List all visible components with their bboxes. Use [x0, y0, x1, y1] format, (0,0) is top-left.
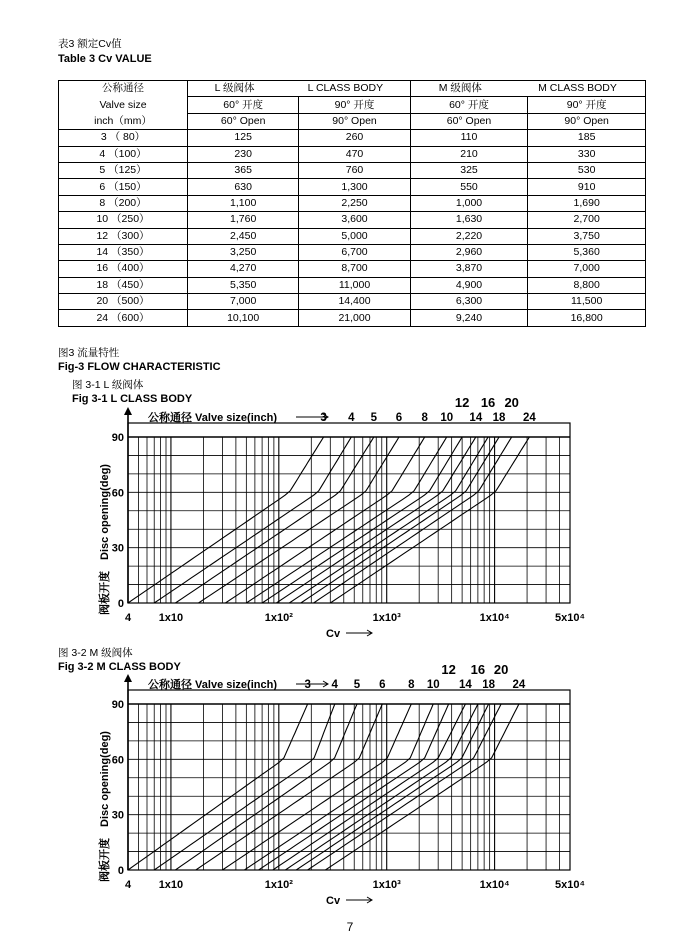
table-cell-l90: 760	[299, 162, 410, 178]
header-size-cn: 公称通径	[59, 81, 188, 97]
y-axis-label-cn: 阀板开度	[99, 571, 111, 615]
header-l-body-en: L CLASS BODY	[307, 82, 384, 95]
table-header-row	[59, 81, 646, 97]
chart-grid	[128, 704, 570, 870]
header-m60-en: 60° Open	[410, 113, 528, 129]
series-label-6: 6	[379, 679, 386, 691]
cv-value-table	[58, 80, 646, 327]
table-cell-m60: 110	[410, 130, 528, 146]
y-tick-label: 30	[111, 809, 124, 822]
y-tick-label: 60	[111, 487, 124, 500]
header-l60-en: 60° Open	[188, 113, 299, 129]
series-label-12: 12	[454, 395, 470, 410]
table-row	[59, 228, 646, 244]
table-cell-m90: 3,750	[528, 228, 646, 244]
header-m90-cn: 90° 开度	[528, 97, 646, 113]
header-m90-en: 90° Open	[528, 113, 646, 129]
table-row	[59, 146, 646, 162]
table-cell-l60: 3,250	[188, 244, 299, 260]
x-tick-label: 4	[124, 879, 132, 891]
table-caption-en: Table 3 Cv VALUE	[58, 53, 152, 65]
series-line-3	[128, 437, 324, 603]
table-row	[59, 261, 646, 277]
y-axis-label-cn: 阀板开度	[99, 838, 111, 882]
valve-size-label: 公称通径 Valve size(inch)	[148, 679, 277, 691]
series-label-10: 10	[440, 412, 454, 424]
table-cell-m60: 4,900	[410, 277, 528, 293]
table-cell-m60: 9,240	[410, 310, 528, 326]
x-tick-label: 1x10	[158, 612, 184, 624]
table-cell-m90: 2,700	[528, 212, 646, 228]
table-cell-size: 4 （100）	[59, 146, 188, 162]
x-tick-label: 5x10⁴	[555, 879, 585, 891]
table-cell-m60: 325	[410, 162, 528, 178]
series-label-20: 20	[504, 395, 519, 410]
series-label-10: 10	[426, 679, 440, 691]
table-cell-m90: 530	[528, 162, 646, 178]
table-caption-cn: 表3 额定Cv值	[58, 38, 122, 50]
y-axis-label: Disc opening(deg)	[99, 731, 111, 827]
series-label-20: 20	[493, 662, 509, 677]
header-size-en: Valve size	[59, 97, 188, 113]
table-cell-m60: 1,000	[410, 195, 528, 211]
table-cell-size: 12 （300）	[59, 228, 188, 244]
series-label-16: 16	[470, 662, 486, 677]
table-cell-size: 20 （500）	[59, 294, 188, 310]
series-line-24	[330, 437, 529, 603]
table-cell-l60: 365	[188, 162, 299, 178]
table-row	[59, 179, 646, 195]
table-cell-l60: 1,760	[188, 212, 299, 228]
table-cell-m90: 7,000	[528, 261, 646, 277]
table-cell-m90: 185	[528, 130, 646, 146]
x-axis-arrow-icon	[346, 630, 372, 636]
fig-caption-en: Fig-3 FLOW CHARACTERISTIC	[58, 361, 221, 373]
x-tick-label: 1x10⁴	[479, 879, 510, 891]
header-m-body-cn: M 级阀体	[438, 82, 482, 95]
y-tick-label: 0	[117, 598, 124, 610]
series-line-10	[244, 704, 433, 870]
table-cell-size: 6 （150）	[59, 179, 188, 195]
table-cell-m60: 2,220	[410, 228, 528, 244]
y-tick-label: 30	[111, 542, 124, 555]
series-label-14: 14	[458, 679, 472, 691]
table-cell-l90: 3,600	[299, 212, 410, 228]
valve-size-label: 公称通径 Valve size(inch)	[148, 412, 277, 424]
x-tick-label: 1x10²	[264, 612, 293, 624]
header-l-body	[188, 81, 411, 97]
series-line-4	[154, 437, 351, 603]
series-line-20	[308, 704, 502, 870]
header-m-body-en: M CLASS BODY	[538, 82, 617, 95]
table-cell-size: 8 （200）	[59, 195, 188, 211]
series-label-24: 24	[512, 679, 526, 691]
table-cell-m90: 8,800	[528, 277, 646, 293]
x-tick-label: 1x10²	[264, 879, 293, 891]
table-cell-l90: 260	[299, 130, 410, 146]
series-label-18: 18	[482, 679, 495, 691]
table-row	[59, 195, 646, 211]
table-cell-l90: 2,250	[299, 195, 410, 211]
y-tick-label: 0	[117, 865, 124, 877]
table-cell-m90: 330	[528, 146, 646, 162]
x-tick-label: 5x10⁴	[555, 612, 585, 624]
table-cell-size: 14 （350）	[59, 244, 188, 260]
table-cell-m60: 550	[410, 179, 528, 195]
table-cell-size: 18 （450）	[59, 277, 188, 293]
header-l60-cn: 60° 开度	[188, 97, 299, 113]
series-line-16	[289, 437, 488, 603]
table-cell-size: 24 （600）	[59, 310, 188, 326]
series-label-5: 5	[370, 412, 378, 424]
table-cell-size: 3 （ 80）	[59, 130, 188, 146]
table-body	[59, 130, 646, 327]
series-line-5	[175, 704, 357, 870]
table-cell-l60: 2,450	[188, 228, 299, 244]
table-cell-m60: 2,960	[410, 244, 528, 260]
series-label-16: 16	[480, 395, 496, 410]
table-cell-m90: 910	[528, 179, 646, 195]
table-cell-l60: 10,100	[188, 310, 299, 326]
table-row	[59, 212, 646, 228]
table-cell-l60: 230	[188, 146, 299, 162]
table-row	[59, 244, 646, 260]
x-axis-arrow-icon	[346, 897, 372, 903]
table-cell-l60: 5,350	[188, 277, 299, 293]
table-cell-m60: 6,300	[410, 294, 528, 310]
plot-frame	[128, 690, 570, 870]
x-tick-label: 1x10³	[372, 879, 401, 891]
series-label-5: 5	[353, 679, 361, 691]
y-axis-arrow-icon	[124, 407, 132, 415]
table-cell-l90: 470	[299, 146, 410, 162]
header-m60-cn: 60° 开度	[410, 97, 528, 113]
table-cell-l90: 14,400	[299, 294, 410, 310]
header-m-body	[410, 81, 645, 97]
series-label-18: 18	[492, 412, 506, 424]
table-cell-m90: 16,800	[528, 310, 646, 326]
x-tick-label: 4	[124, 612, 132, 624]
table-cell-l90: 8,700	[299, 261, 410, 277]
series-label-4: 4	[331, 679, 338, 691]
x-tick-label: 1x10	[158, 879, 184, 891]
table-cell-l90: 11,000	[299, 277, 410, 293]
table-cell-size: 10 （250）	[59, 212, 188, 228]
table-row	[59, 294, 646, 310]
table-cell-m60: 210	[410, 146, 528, 162]
table-cell-l90: 1,300	[299, 179, 410, 195]
valve-size-arrow-icon	[296, 681, 328, 687]
fig2-caption-en: Fig 3-2 M CLASS BODY	[58, 661, 181, 673]
table-row	[59, 310, 646, 326]
series-label-12: 12	[441, 662, 456, 677]
y-tick-label: 90	[111, 432, 124, 444]
table-cell-size: 16 （400）	[59, 261, 188, 277]
table-header-row	[59, 113, 646, 129]
fig1-caption-cn: 图 3-1 L 级阀体	[72, 379, 144, 391]
table-cell-l60: 125	[188, 130, 299, 146]
y-axis-arrow-icon	[124, 674, 132, 682]
series-label-8: 8	[421, 412, 428, 424]
table-header-row	[59, 97, 646, 113]
table-row	[59, 130, 646, 146]
x-axis-label: Cv	[326, 628, 341, 640]
table-cell-m90: 1,690	[528, 195, 646, 211]
y-tick-label: 90	[111, 699, 124, 711]
table-row	[59, 162, 646, 178]
series-label-6: 6	[395, 412, 403, 424]
fig2-caption-cn: 图 3-2 M 级阀体	[58, 647, 133, 659]
y-axis-label: Disc opening(deg)	[99, 464, 111, 560]
y-tick-label: 60	[111, 754, 124, 767]
fig1-caption-en: Fig 3-1 L CLASS BODY	[72, 393, 193, 405]
table-cell-m90: 5,360	[528, 244, 646, 260]
header-l-body-cn: L 级阀体	[214, 82, 255, 95]
table-cell-l60: 7,000	[188, 294, 299, 310]
header-l90-cn: 90° 开度	[299, 97, 410, 113]
table-cell-m60: 3,870	[410, 261, 528, 277]
table-cell-l60: 1,100	[188, 195, 299, 211]
table-cell-l90: 6,700	[299, 244, 410, 260]
table-cell-l60: 630	[188, 179, 299, 195]
table-cell-l90: 21,000	[299, 310, 410, 326]
table-row	[59, 277, 646, 293]
header-size-unit: inch（mm）	[59, 113, 188, 129]
table-cell-size: 5 （125）	[59, 162, 188, 178]
page-number: 7	[346, 920, 354, 934]
table-cell-l90: 5,000	[299, 228, 410, 244]
x-axis-label: Cv	[326, 895, 341, 907]
table-cell-m60: 1,630	[410, 212, 528, 228]
series-label-3: 3	[304, 679, 311, 691]
series-label-8: 8	[408, 679, 415, 691]
fig-caption-cn: 图3 流量特性	[58, 347, 120, 359]
x-tick-label: 1x10⁴	[479, 612, 510, 624]
x-tick-label: 1x10³	[372, 612, 401, 624]
series-line-8	[225, 437, 424, 603]
table-cell-m90: 11,500	[528, 294, 646, 310]
series-label-4: 4	[348, 412, 355, 424]
series-label-14: 14	[469, 412, 483, 424]
series-label-3: 3	[320, 412, 327, 424]
header-l90-en: 90° Open	[299, 113, 410, 129]
table-cell-l60: 4,270	[188, 261, 299, 277]
series-label-24: 24	[522, 412, 536, 424]
